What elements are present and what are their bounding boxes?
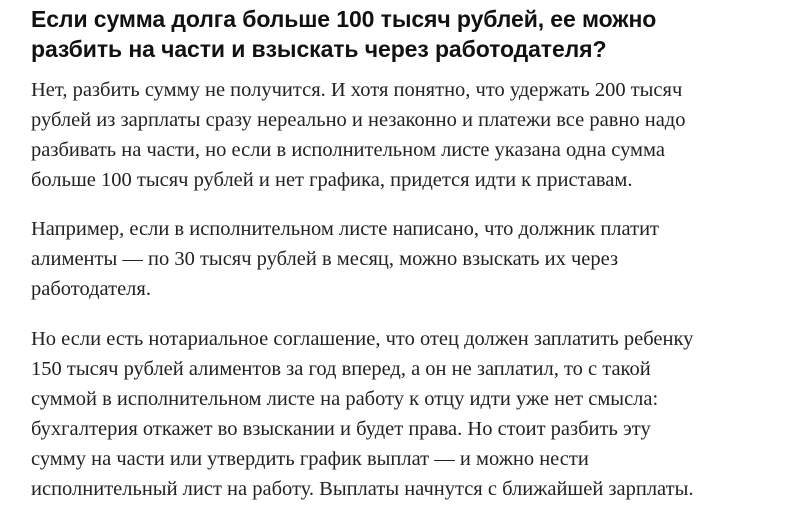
paragraph-no-splitting: Нет, разбить сумму не получится. И хотя понятно, что удержать 200 тысяч рублей из зарплаты сразу нереально и незаконно и платежи все равно надо разбивать на части, но если в исполнительном листе указана одна сумма больше 100 тысяч рублей и нет графика, придется идти к приставам. xyxy=(31,79,686,191)
article-section xyxy=(31,4,791,504)
paragraph-alimony-example: Например, если в исполнительном листе написано, что должник платит алименты — по 30 тысяч рублей в месяц, можно взыскать их через работодателя. xyxy=(31,218,659,300)
paragraph-notarial-agreement: Но если есть нотариальное соглашение, что отец должен заплатить ребенку 150 тысяч рублей алиментов за год вперед, а он не заплатил, то с такой суммой в исполнительном листе на работу к отцу идти уже нет смысла: бухгалтерия откажет во взыскании и будет права. Но стоит разбить эту сумму на части или утвердить график выплат — и можно нести исполнительный лист на работу. Выплаты начнутся с ближайшей зарплаты. xyxy=(31,328,694,500)
section-heading: Если сумма долга больше 100 тысяч рублей, ее можно разбить на части и взыскать через работодателя? xyxy=(31,6,657,62)
